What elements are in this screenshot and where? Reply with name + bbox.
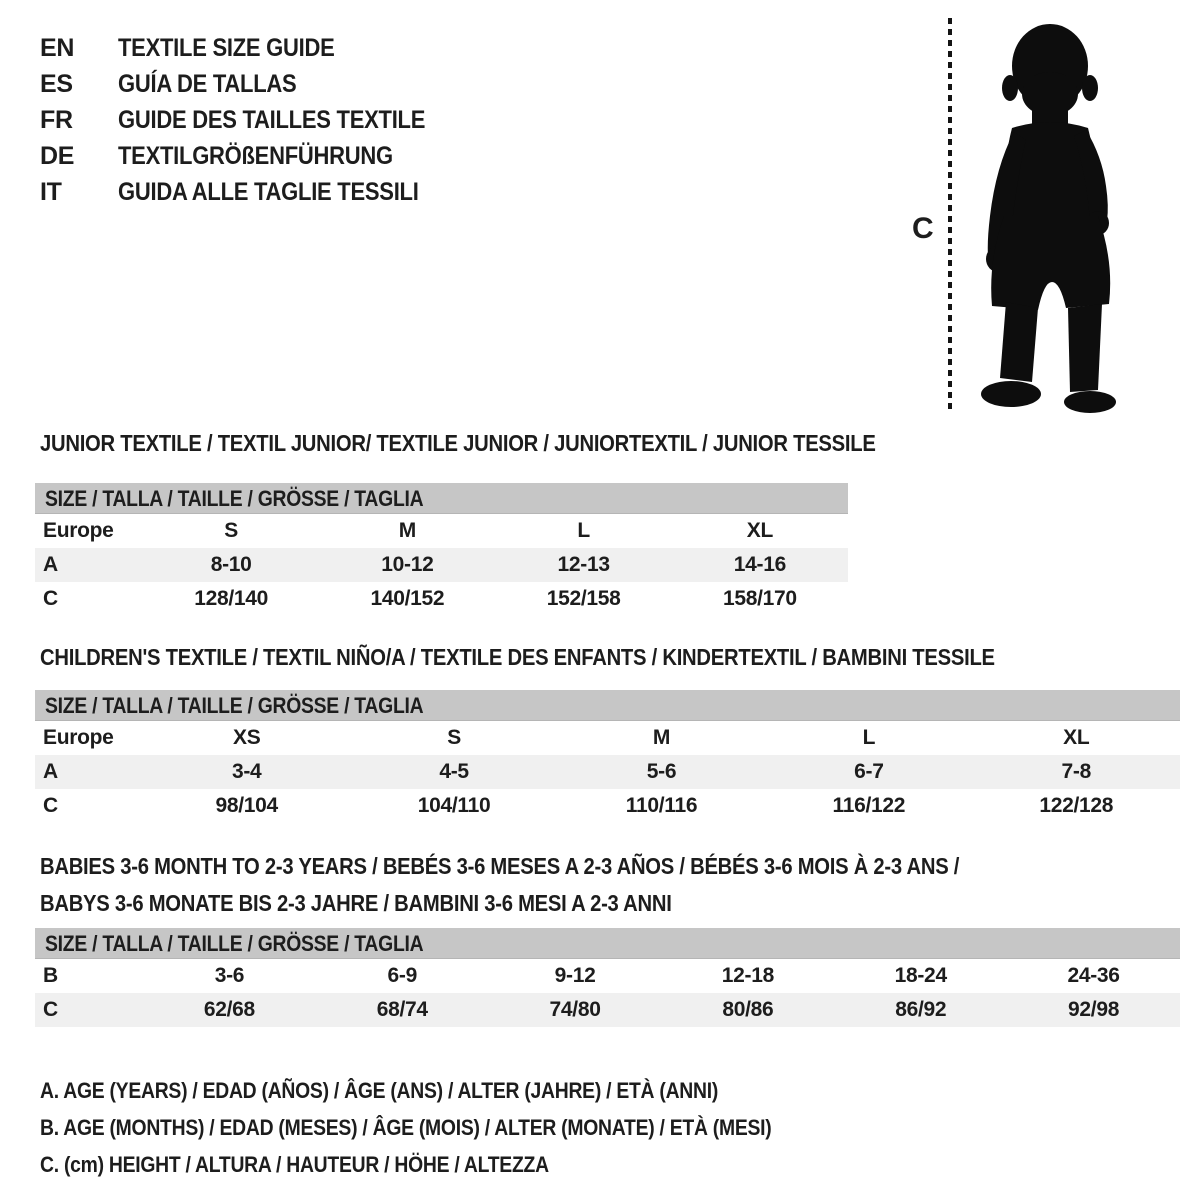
table-row: [35, 514, 848, 548]
size-cell: 116/122: [832, 794, 906, 817]
size-cell: L: [577, 519, 590, 542]
size-cell: 9-12: [554, 964, 596, 987]
table-row: [35, 582, 848, 616]
size-cell: 158/170: [722, 587, 797, 610]
size-cell: 80/86: [661, 993, 834, 1027]
size-header-label: SIZE / TALLA / TAILLE / GRÖSSE / TAGLIA: [45, 931, 424, 956]
language-title: GUIDA ALLE TAGLIE TESSILI: [118, 178, 419, 206]
table-row: [35, 721, 1180, 755]
junior-section-title: JUNIOR TEXTILE / TEXTIL JUNIOR/ TEXTILE JUNIOR / JUNIORTEXTIL / JUNIOR TESSILE: [40, 430, 876, 456]
size-cell: S: [224, 519, 238, 542]
size-header-label: SIZE / TALLA / TAILLE / GRÖSSE / TAGLIA: [45, 486, 424, 511]
size-cell: 140/152: [370, 587, 445, 610]
row-label: C: [35, 993, 143, 1027]
table-row: [35, 959, 1180, 993]
footnote-legend: [40, 1072, 871, 1183]
language-title: GUIDE DES TAILLES TEXTILE: [118, 106, 426, 134]
size-cell: S: [447, 726, 461, 749]
height-figure: [0, 0, 1200, 430]
height-dashed-line: [948, 18, 952, 414]
children-size-table: [35, 690, 1180, 823]
junior-size-table: [35, 483, 848, 616]
size-cell: 6-9: [387, 964, 417, 987]
babies-section-title-line2: BABYS 3-6 MONATE BIS 2-3 JAHRE / BAMBINI 3-6 MESI A 2-3 ANNI: [40, 890, 672, 916]
footnote-a: A. AGE (YEARS) / EDAD (AÑOS) / ÂGE (ANS) / ALTER (JAHRE) / ETÀ (ANNI): [40, 1078, 719, 1103]
row-label: Europe: [43, 519, 114, 542]
size-cell: 122/128: [1039, 794, 1114, 817]
language-code: ES: [40, 70, 73, 98]
size-header-label: SIZE / TALLA / TAILLE / GRÖSSE / TAGLIA: [45, 693, 424, 718]
babies-size-table: [35, 928, 1180, 1027]
height-marker-label: C: [912, 212, 934, 245]
row-label: A: [35, 548, 143, 582]
language-title: TEXTILE SIZE GUIDE: [118, 34, 335, 62]
language-title: TEXTILGRÖßENFÜHRUNG: [118, 142, 393, 170]
row-label: Europe: [43, 726, 114, 749]
language-code: EN: [40, 34, 75, 62]
row-label: C: [43, 587, 58, 610]
size-cell: 74/80: [489, 993, 662, 1027]
row-label: A: [35, 755, 143, 789]
language-code: FR: [40, 106, 73, 134]
language-code: DE: [40, 142, 75, 170]
size-cell: XL: [746, 519, 773, 542]
size-cell: 152/158: [546, 587, 621, 610]
language-title: GUÍA DE TALLAS: [118, 70, 297, 98]
size-cell: 68/74: [316, 993, 489, 1027]
size-cell: L: [862, 726, 876, 749]
size-cell: 110/116: [625, 794, 698, 817]
table-row: [35, 993, 1180, 1027]
size-header-bar: [35, 690, 1180, 721]
size-cell: 7-8: [973, 755, 1180, 789]
size-cell: M: [398, 519, 416, 542]
footnote-b: B. AGE (MONTHS) / EDAD (MESES) / ÂGE (MOIS) / ALTER (MONATE) / ETÀ (MESI): [40, 1115, 772, 1140]
size-cell: 6-7: [765, 755, 972, 789]
size-cell: 10-12: [319, 548, 495, 582]
size-cell: 14-16: [672, 548, 848, 582]
table-row: [35, 755, 1180, 789]
size-cell: 4-5: [350, 755, 557, 789]
size-header-bar: [35, 928, 1180, 959]
language-code: IT: [40, 178, 62, 206]
size-cell: 12-18: [721, 964, 774, 987]
size-cell: 62/68: [143, 993, 316, 1027]
size-header-bar: [35, 483, 848, 514]
row-label: B: [43, 964, 58, 987]
size-cell: 3-6: [214, 964, 245, 987]
table-row: [35, 548, 848, 582]
size-cell: XS: [232, 726, 261, 749]
size-cell: 5-6: [558, 755, 765, 789]
size-cell: 3-4: [143, 755, 350, 789]
children-section-title: CHILDREN'S TEXTILE / TEXTIL NIÑO/A / TEXTILE DES ENFANTS / KINDERTEXTIL / BAMBINI TESSILE: [40, 644, 995, 670]
size-cell: XL: [1063, 726, 1090, 749]
table-row: [35, 789, 1180, 823]
size-cell: M: [652, 726, 671, 749]
footnote-c: C. (cm) HEIGHT / ALTURA / HAUTEUR / HÖHE / ALTEZZA: [40, 1152, 549, 1177]
size-cell: 92/98: [1007, 993, 1180, 1027]
size-cell: 18-24: [894, 964, 947, 987]
size-cell: 98/104: [215, 794, 278, 817]
size-cell: 86/92: [834, 993, 1007, 1027]
babies-section-title-line1: BABIES 3-6 MONTH TO 2-3 YEARS / BEBÉS 3-6 MESES A 2-3 AÑOS / BÉBÉS 3-6 MOIS À 2-3 ANS /: [40, 853, 960, 879]
size-cell: 12-13: [496, 548, 672, 582]
size-cell: 104/110: [417, 794, 491, 817]
row-label: C: [43, 794, 58, 817]
size-cell: 24-36: [1067, 964, 1120, 987]
size-cell: 128/140: [194, 587, 269, 610]
size-cell: 8-10: [143, 548, 319, 582]
toddler-silhouette-icon: [965, 16, 1137, 416]
